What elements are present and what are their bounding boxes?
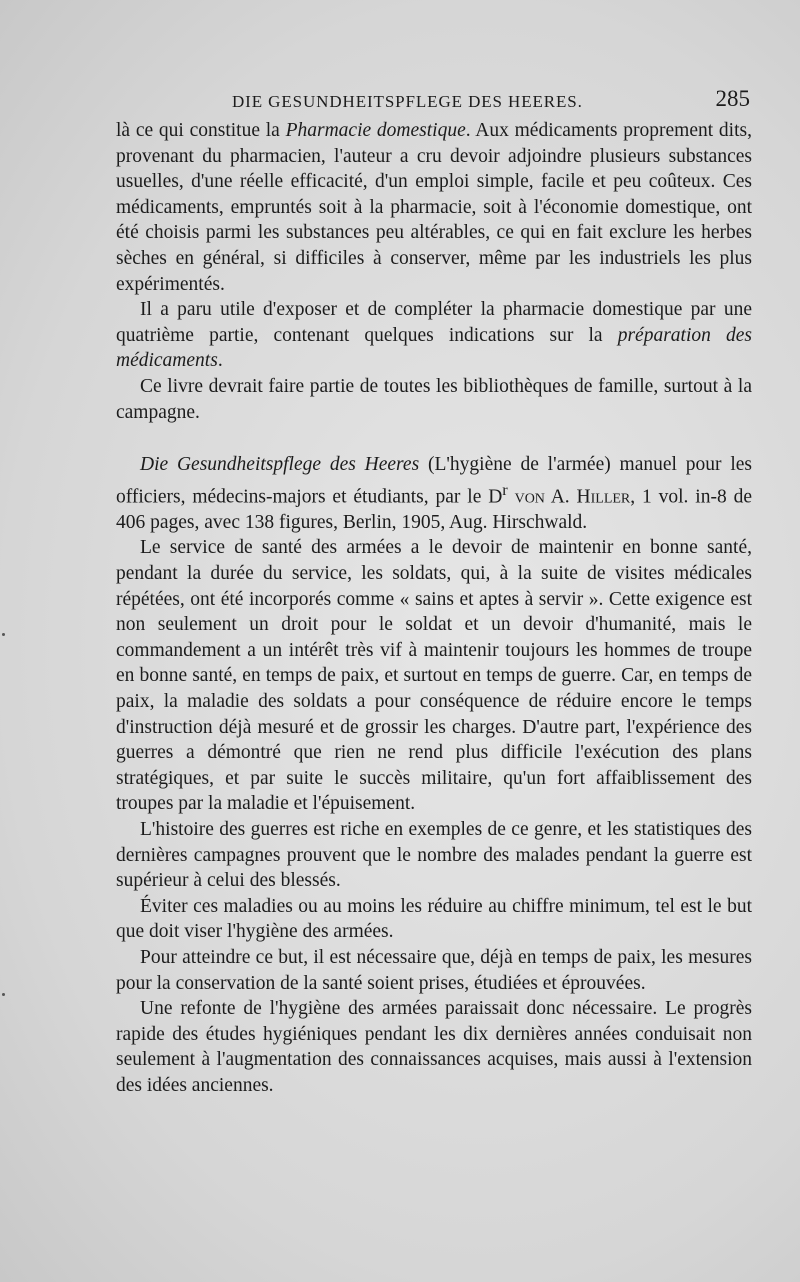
paragraph-eviter: Éviter ces maladies ou au moins les réduire au chiffre minimum, tel est le but que doit viser l'hygiène des armées.	[116, 895, 752, 943]
paragraph-histoire: L'histoire des guerres est riche en exemples de ce genre, et les statistiques des dernières campagnes prouvent que le nombre des malades pendant la guerre est supérieur à celui des blessés.	[116, 818, 752, 892]
superscript: r	[502, 480, 508, 499]
paragraph-preparation	[116, 297, 752, 374]
text-run: , 1 vol. in-8 de 406 pages, avec 138 figures, Berlin, 1905, Aug. Hirschwald.	[116, 486, 752, 533]
italic-title: préparation des médicaments	[116, 324, 752, 372]
book-review-entry	[116, 452, 752, 535]
paragraph-atteindre: Pour atteindre ce but, il est nécessaire que, déjà en temps de paix, les mesures pour la conservation de la santé soient prises, étudiées et éprouvées.	[116, 946, 752, 994]
edge-mark	[2, 633, 5, 636]
text-run: von A.	[507, 486, 577, 508]
text-run: (L'hygiène de l'armée) manuel pour les officiers, médecins-majors et étudiants, par le D	[116, 454, 753, 508]
page-body	[116, 118, 752, 1098]
text-run: Il a paru utile d'exposer et de compléter la pharmacie domestique par une quatrième partie, contenant quelques indications sur la	[116, 299, 752, 346]
page-header	[232, 86, 750, 116]
italic-title: Pharmacie domestique	[285, 120, 466, 141]
text-run: là ce qui constitue la	[116, 120, 286, 141]
paragraph-pharmacie	[116, 118, 752, 297]
paragraph-service-sante: Le service de santé des armées a le devoir de maintenir en bonne santé, pendant la durée du service, les soldats, qui, à la suite de visites médicales répétées, ont été incorporés comme « sains et aptes à servir ». Cette exigence est non seulement un droit pour le soldat et un devoir d'humanité, mais le commandement a un intérêt très vif à maintenir toujours les hommes de troupe en bonne santé, en temps de paix, et surtout en temps de guerre. Car, en temps de paix, la maladie des soldats a pour conséquence de réduire encore le temps d'instruction déjà mesuré et de grossir les charges. D'autre part, l'expérience des guerres a démontré que rien ne rend plus difficile l'exécution des plans stratégiques, et par suite le succès militaire, qu'un fort affaiblissement des troupes par la maladie et l'épuisement.	[116, 537, 752, 815]
text-run: . Aux médicaments proprement dits, provenant du pharmacien, l'auteur a cru devoir adjoindre plusieurs substances usuelles, d'une réelle efficacité, d'un emploi simple, facile et peu coûteux. Ces médicaments, empruntés soit à la pharmacie, soit à l'économie domestique, ont été choisis parmi les substances peu altérables, ce qui en fait exclure les herbes sèches en général, si difficiles à conserver, même par les industriels les plus expérimentés.	[116, 120, 752, 295]
paragraph-bibliotheques: Ce livre devrait faire partie de toutes les bibliothèques de famille, surtout à la campagne.	[116, 375, 752, 423]
text-run: .	[217, 350, 223, 372]
paragraph-refonte: Une refonte de l'hygiène des armées paraissait donc nécessaire. Le progrès rapide des études hygiéniques pendant les dix dernières années conduisait non seulement à l'augmentation des connaissances acquises, mais aussi à l'extension des idées anciennes.	[116, 998, 752, 1096]
edge-mark	[2, 993, 5, 996]
running-title: DIE GESUNDHEITSPFLEGE DES HEERES.	[232, 92, 583, 111]
page-number: 285	[715, 86, 750, 111]
author-name: Hiller	[576, 486, 631, 508]
book-title: Die Gesundheitspflege des Heeres	[140, 454, 420, 476]
